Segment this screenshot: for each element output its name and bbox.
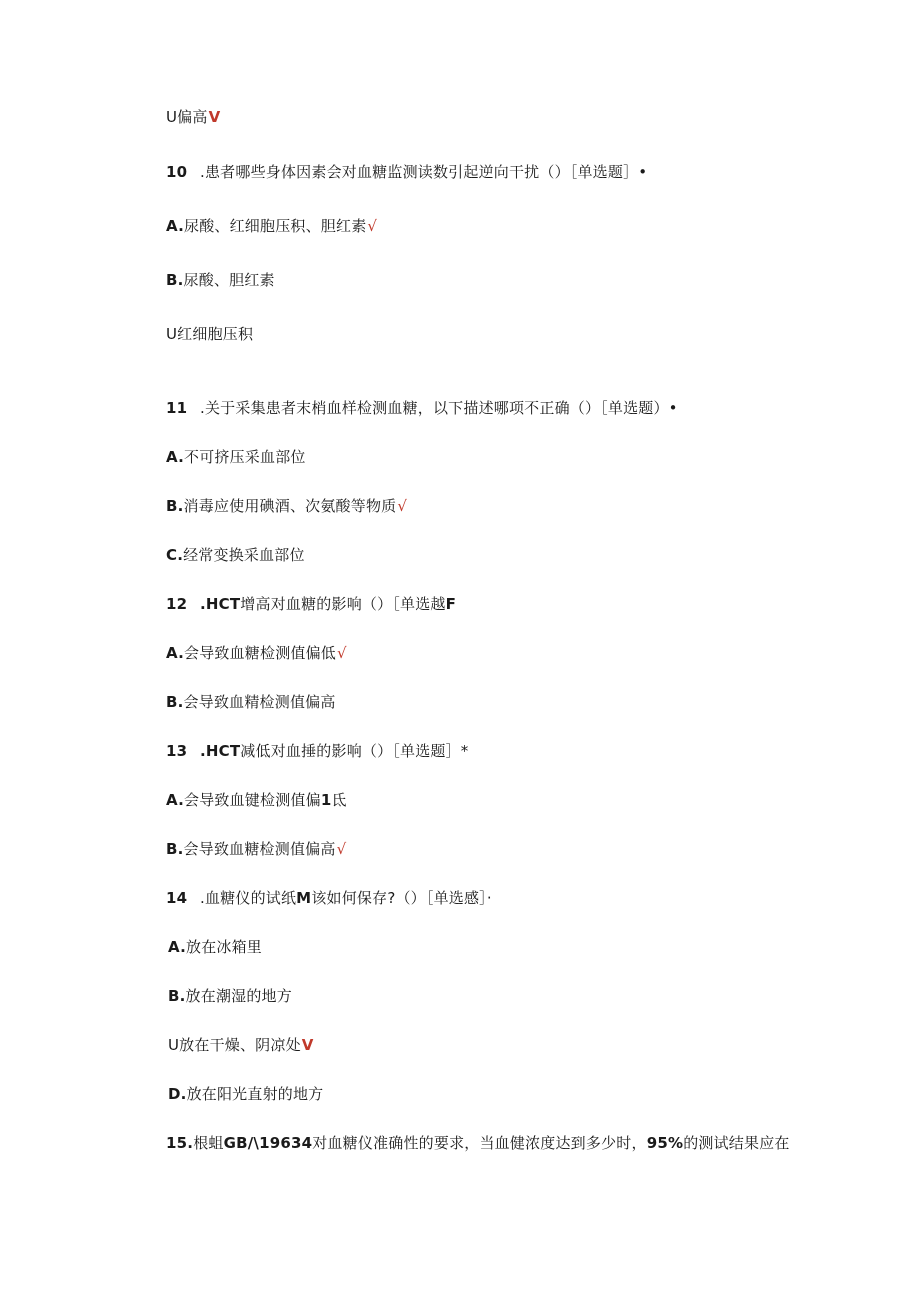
question-number: 12 <box>166 595 188 613</box>
question-text-bold: M <box>296 889 312 907</box>
q11-option-c <box>166 545 305 565</box>
question-text: 增高对血糖的影响（）［单选越 <box>240 595 446 613</box>
q10-option-b <box>166 270 275 290</box>
question-text: 根蛆 <box>193 1134 224 1152</box>
question-15 <box>166 1133 790 1153</box>
option-text: 尿酸、胆红素 <box>183 271 275 289</box>
option-label: A. <box>166 217 184 235</box>
option-text: 会导致血糖检测值偏低 <box>184 644 337 662</box>
question-keyword: .HCT <box>200 595 241 613</box>
option-text: 消毒应使用碘酒、次氨酸等物质 <box>183 497 397 515</box>
option-label: A. <box>168 938 186 956</box>
q10-option-c <box>166 324 253 344</box>
option-label: B. <box>166 271 184 289</box>
option-text: 不可挤压采血部位 <box>184 448 306 466</box>
option-text: 会导致血键检测值偏 <box>184 791 321 809</box>
option-label: B. <box>166 497 184 515</box>
option-text-end: 氐 <box>331 791 347 809</box>
question-text: .关于采集患者末梢血样检测血糖，以下描述哪项不正确（）［单选题）• <box>200 399 678 417</box>
standard-code: GB∕\19634 <box>223 1134 313 1152</box>
option-label: A. <box>166 644 184 662</box>
option-text: U放在干燥、阴凉处 <box>168 1036 301 1054</box>
correct-mark: V <box>208 108 221 126</box>
question-10 <box>166 162 647 182</box>
q11-option-b <box>166 496 407 516</box>
q14-option-a <box>168 937 262 957</box>
question-number: 10 <box>166 163 188 181</box>
percentage: 95% <box>646 1134 684 1152</box>
question-14 <box>166 888 492 908</box>
q14-option-c <box>168 1035 314 1055</box>
question-number: 14 <box>166 889 188 907</box>
question-11 <box>166 398 678 418</box>
q13-option-a <box>166 790 347 810</box>
option-label: A. <box>166 791 184 809</box>
option-text-bold: 1 <box>320 791 332 809</box>
correct-mark: V <box>301 1036 314 1054</box>
option-text: 放在阳光直射的地方 <box>186 1085 324 1103</box>
option-label: A. <box>166 448 184 466</box>
correct-mark: √ <box>336 840 347 858</box>
option-text: 尿酸、红细胞压积、胆红素 <box>184 217 367 235</box>
question-tail: F <box>445 595 457 613</box>
question-13 <box>166 741 469 761</box>
option-text: 放在潮湿的地方 <box>185 987 292 1005</box>
q12-option-b <box>166 692 336 712</box>
q11-option-a <box>166 447 306 467</box>
option-text: U偏高 <box>166 108 208 126</box>
question-number: 11 <box>166 399 188 417</box>
option-label: D. <box>168 1085 187 1103</box>
q12-option-a <box>166 643 347 663</box>
correct-mark: √ <box>397 497 408 515</box>
question-12 <box>166 594 456 614</box>
option-high <box>166 107 220 127</box>
question-text: 减低对血捶的影响（）［单选题］* <box>240 742 469 760</box>
question-text-end: 的测试结果应在 <box>683 1134 790 1152</box>
q14-option-b <box>168 986 292 1006</box>
question-keyword: .HCT <box>200 742 241 760</box>
option-text: 放在冰箱里 <box>186 938 263 956</box>
question-text: .血糖仪的试纸 <box>200 889 297 907</box>
option-text: U红细胞压积 <box>166 325 254 343</box>
question-number: 15. <box>166 1134 194 1152</box>
correct-mark: √ <box>337 644 347 662</box>
question-number: 13 <box>166 742 188 760</box>
q10-option-a <box>166 216 377 236</box>
option-text: 会导致血精检测值偏高 <box>183 693 336 711</box>
correct-mark: √ <box>367 217 378 235</box>
option-text: 经常变换采血部位 <box>183 546 305 564</box>
question-text: .患者哪些身体因素会对血糖监测读数引起逆向干扰（）［单选题］• <box>200 163 648 181</box>
option-text: 会导致血糖检测值偏高 <box>183 840 336 858</box>
option-label: B. <box>168 987 186 1005</box>
q14-option-d <box>168 1084 323 1104</box>
option-label: C. <box>166 546 184 564</box>
question-text-end: 该如何保存?（）［单选感］· <box>311 889 492 907</box>
option-label: B. <box>166 840 184 858</box>
question-text-mid: 对血糖仪准确性的要求，当血健浓度达到多少时， <box>312 1134 647 1152</box>
q13-option-b <box>166 839 346 859</box>
option-label: B. <box>166 693 184 711</box>
